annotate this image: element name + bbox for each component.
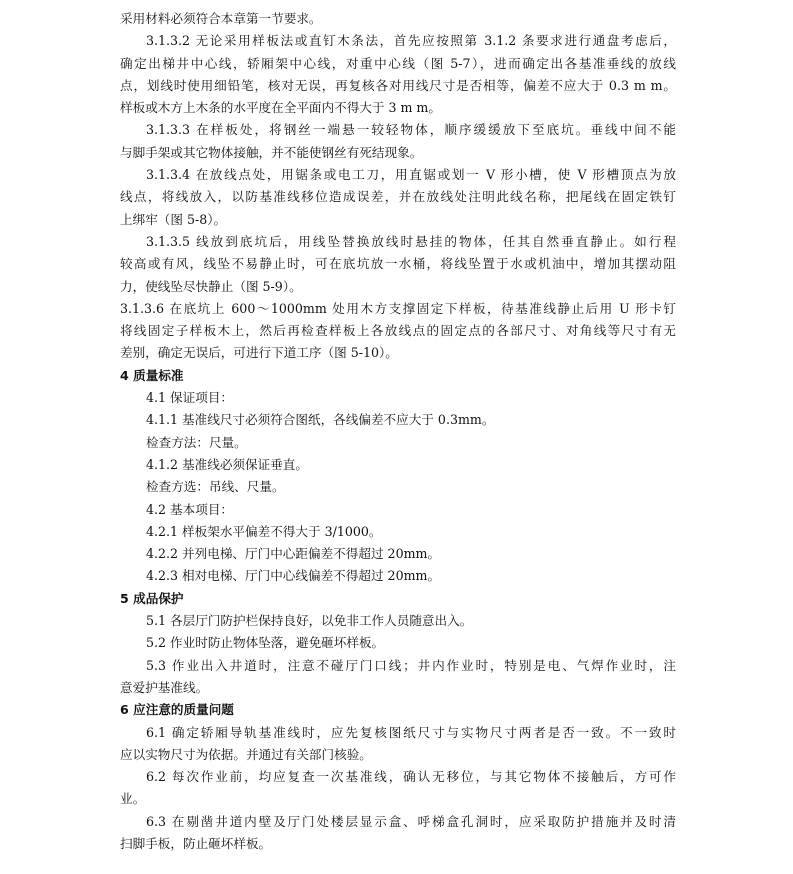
text-line: 上绑牢（图 5-8）。	[120, 211, 227, 227]
document-page	[120, 8, 676, 855]
text-line: 采用材料必须符合本章第一节要求。	[120, 11, 322, 26]
text-line: 5.2 作业时防止物体坠落，避免砸坏样板。	[146, 635, 385, 651]
text-line: 4.1.2 基准线必须保证垂直。	[146, 456, 308, 472]
text-line: 检查方法：尺量。	[146, 434, 247, 450]
text-line: 3.1.3.3 在样板处，将钢丝一端悬一较轻物体，顺序缓缓放下至底坑。垂线中间不能	[146, 122, 676, 138]
text-line: 业。	[120, 791, 146, 807]
text-line: 3.1.3.4 在放线点处，用锯条或电工刀，用直锯或划一 V 形小槽，使 V 形槽顶点为放	[146, 167, 676, 183]
text-line: 6.3 在剔凿井道内壁及厅门处楼层显示盒、呼梯盒孔洞时，应采取防护措施并及时清	[146, 813, 676, 829]
text-line: 将线固定子样板木上，然后再检查样板上各放线点的固定点的各部尺寸、对角线等尺寸有无	[120, 323, 676, 339]
text-line: 差别，确定无误后，可进行下道工序（图 5-10）。	[120, 345, 398, 361]
section-heading: 4 质量标准	[120, 367, 184, 383]
text-line: 5.1 各层厅门防护栏保持良好，以免非工作人员随意出入。	[146, 613, 473, 629]
text-line: 意爱护基准线。	[120, 679, 209, 695]
text-line: 4.2.3 相对电梯、厅门中心线偏差不得超过 20mm。	[146, 568, 441, 584]
section-heading: 5 成品保护	[120, 590, 184, 606]
text-line: 检查方选：吊线、尺量。	[146, 479, 285, 495]
section-heading: 6 应注意的质量问题	[120, 702, 234, 718]
text-line: 扫脚手板，防止砸坏样板。	[120, 835, 272, 851]
text-line: 确定出梯井中心线，轿厢架中心线，对重中心线（图 5-7），进而确定出各基准垂线的放线	[120, 55, 676, 71]
text-line: 4.1.1 基准线尺寸必须符合图纸，各线偏差不应大于 0.3mm。	[146, 412, 495, 428]
text-line: 应以实物尺寸为依据。并通过有关部门核验。	[120, 746, 372, 762]
text-line: 4.1 保证项目：	[146, 390, 234, 406]
text-line: 4.2.2 并列电梯、厅门中心距偏差不得超过 20mm。	[146, 546, 441, 562]
text-line: 线点，将线放入，以防基准线移位造成误差，并在放线处注明此线名称，把尾线在固定铁钉	[120, 189, 676, 205]
text-line: 点，划线时使用细铅笔，核对无误，再复核各对用线尺寸是否相等，偏差不应大于 0.3 m m。	[120, 77, 676, 93]
text-line: 4.2.1 样板架水平偏差不得大于 3/1000。	[146, 523, 382, 539]
text-line: 3.1.3.5 线放到底坑后，用线坠替换放线时悬挂的物体，任其自然垂直静止。如行程	[146, 233, 676, 249]
text-line: 与脚手架或其它物体接触，并不能使钢丝有死结现象。	[120, 144, 423, 160]
text-line: 6.2 每次作业前，均应复查一次基准线，确认无移位，与其它物体不接触后，方可作	[146, 769, 676, 785]
text-line: 3.1.3.6 在底坑上 600～1000mm 处用木方支撑固定下样板，待基准线静止后用 U 形卡钉	[120, 300, 676, 316]
text-line: 5.3 作业出入井道时，注意不碰厅门口线；井内作业时，特别是电、气焊作业时，注	[146, 657, 676, 673]
text-line: 力，使线坠尽快静止（图 5-9）。	[120, 278, 302, 294]
text-line: 6.1 确定轿厢导轨基准线时，应先复核图纸尺寸与实物尺寸两者是否一致。不一致时	[146, 724, 676, 740]
text-line: 样板或木方上木条的水平度在全平面内不得大于 3 m m。	[120, 100, 441, 116]
text-line: 4.2 基本项目：	[146, 501, 234, 517]
text-line: 3.1.3.2 无论采用样板法或直钉木条法，首先应按照第 3.1.2 条要求进行通盘考虑后，	[146, 33, 676, 49]
text-line: 较高或有风，线坠不易静止时，可在底坑放一水桶，将线坠置于水或机油中，增加其摆动阻	[120, 256, 676, 272]
